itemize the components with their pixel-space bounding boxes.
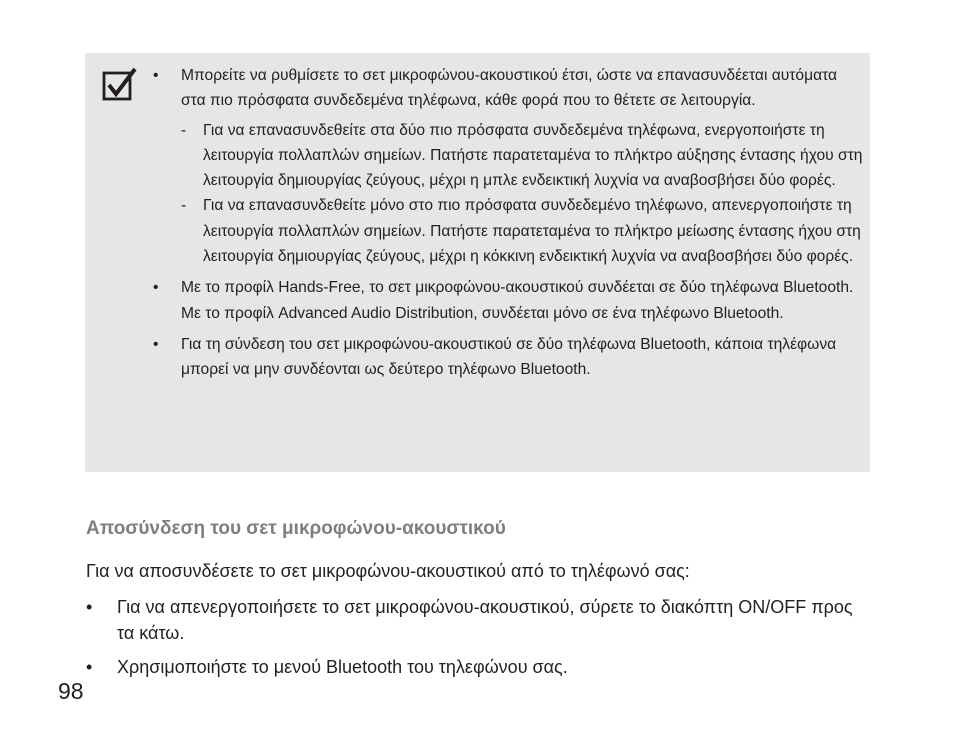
note-item — [153, 63, 865, 269]
note-item — [153, 275, 865, 326]
note-list — [153, 63, 865, 383]
note-sub-item — [181, 118, 865, 194]
page-number: 98 — [58, 678, 84, 704]
note-item-text: Με το προφίλ Hands-Free, το σετ μικροφώνου-ακουστικού συνδέεται σε δύο τηλέφωνα Bluetooth. Με το προφίλ Advanced Audio Distribution, συνδέεται μόνο σε ένα τηλέφωνο Bluetooth. — [181, 279, 854, 322]
note-box — [85, 53, 870, 472]
note-sub-item-text: Για να επανασυνδεθείτε μόνο στο πιο πρόσφατα συνδεδεμένο τηλέφωνο, απενεργοποιήστε τη λειτουργία πολλαπλών σημείων. Πατήστε παρατεταμένα το πλήκτρο μείωσης έντασης ήχου στη λειτουργία δημιουργίας ζεύγους, μέχρι η κόκκινη ενδεικτική λυχνία να αναβοσβήσει δύο φορές. — [203, 197, 861, 266]
section-title: Αποσύνδεση του σετ μικροφώνου-ακουστικού — [86, 518, 506, 539]
note-item-text: Για τη σύνδεση του σετ μικροφώνου-ακουστικού σε δύο τηλέφωνα Bluetooth, κάποια τηλέφωνα μπορεί να μην συνδέονται ως δεύτερο τηλέφωνο Bluetooth. — [181, 335, 837, 379]
list-item: • Για να απενεργοποιήσετε το σετ μικροφώνου-ακουστικού, σύρετε το διακόπτη ON/OFF προς τα κάτω. — [86, 594, 866, 646]
note-item — [153, 332, 865, 383]
note-sub-item — [181, 193, 865, 269]
main-list — [86, 594, 866, 680]
checkbox-check-icon — [102, 67, 138, 103]
intro-text: Για να αποσυνδέσετε το σετ μικροφώνου-ακουστικού από το τηλέφωνό σας: — [86, 561, 690, 581]
list-item: • Χρησιμοποιήστε το μενού Bluetooth του τηλεφώνου σας. — [86, 654, 866, 680]
note-sub-item-text: Για να επανασυνδεθείτε στα δύο πιο πρόσφατα συνδεδεμένα τηλέφωνα, ενεργοποιήστε τη λειτουργία πολλαπλών σημείων. Πατήστε παρατεταμένα το πλήκτρο αύξησης έντασης ήχου στη λειτουργία δημιουργίας ζεύγους, μέχρι η μπλε ενδεικτική λυχνία να αναβοσβήσει δύο φορές. — [203, 121, 863, 190]
note-item-text: Μπορείτε να ρυθμίσετε το σετ μικροφώνου-ακουστικού έτσι, ώστε να επανασυνδέεται αυτόματα στα πιο πρόσφατα συνδεδεμένα τηλέφωνα, κάθε φορά που το θέτετε σε λειτουργία. — [181, 67, 838, 110]
note-sub-list — [181, 118, 865, 270]
